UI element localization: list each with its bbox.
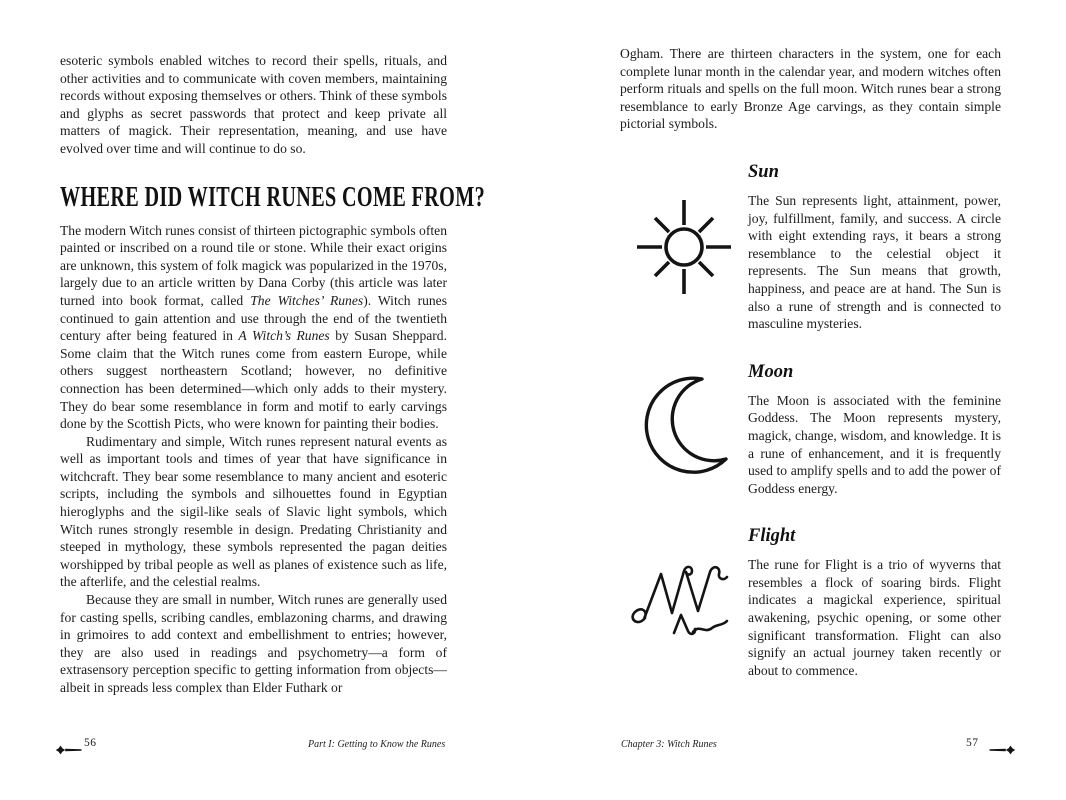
running-title-left: Part I: Getting to Know the Runes [308, 739, 446, 750]
paragraph-origins-part2: ). Witch runes continued to gain attention and use through the end of the twentieth century after being featured in [60, 292, 448, 344]
paragraph-rudimentary: Rudimentary and simple, Witch runes represent natural events as well as important tools and times of year that have significance in witchcraft. They bear some resemblance to many ancient and esoteric scripts, including the symbols and silhouettes found in Egyptian hieroglyphs and the sigil-like seals of Slavic light symbols, which Witch runes strongly resemble in design. Predating Christianity and steeped in mythology, these symbols represented the pagan deities worshipped by tribal people as well as planes of existence such as life, the afterlife, and the celestial realms. [60, 433, 447, 590]
page-number-right: 57 [966, 737, 979, 749]
rune-heading-moon: Moon [748, 361, 794, 382]
rune-body-moon: The Moon is associated with the feminine Goddess. The Moon represents mystery, magick, change, wisdom, and knowledge. It is a rune of enhancement, and it is frequently used to amplify spells and to add the power of Goddess energy. [748, 392, 1001, 496]
moon-rune-icon [620, 361, 748, 498]
rune-body-sun: The Sun represents light, attainment, power, joy, fulfillment, family, and success. A circle with eight extending rays, it bears a strong resemblance to the celestial object it represents. The Sun means that growth, happiness, and peace are at hand. The Sun is also a rune of strength and is connected to masculine mysteries. [748, 192, 1001, 332]
paragraph-origins-part3: by Susan Sheppard. Some claim that the Witch runes come from eastern Europe, while others suggest northeastern Scotland; however, no definitive connection has been determined—which only adds to their mystery. They do bear some resemblance in form and motif to early carvings done by the Scottish Picts, who were known for painting their bodies. [60, 328, 448, 432]
running-title-right: Chapter 3: Witch Runes [621, 739, 717, 750]
page-number-left: 56 [84, 737, 97, 749]
left-page-text-column [60, 52, 486, 697]
rune-section-moon [620, 361, 1001, 498]
rune-section-sun [620, 161, 1001, 333]
footer-arrow-ornament-left [55, 742, 83, 760]
paragraph-usage: Because they are small in number, Witch runes are generally used for casting spells, scribing candles, emblazoning charms, and drawing in grimoires to add context and embellishment to entries; however, they are also used in readings and psychometry—a form of extrasensory perception specific to getting information from objects—albeit in spreads less complex than Elder Futhark or [60, 592, 447, 695]
paragraph-continuation-right: Ogham. There are thirteen characters in the system, one for each complete lunar month in the calendar year, and modern witches often perform rituals and spells on the full moon. Witch runes bear a strong resemblance to early Bronze Age carvings, as they contain simple pictorial symbols. [620, 46, 1001, 132]
paragraph-origins-part1: The modern Witch runes consist of thirteen pictographic symbols often painted or inscribed on a round tile or stone. While their exact origins are unknown, this system of folk magick was popularized in the 1970s, largely due to an article written by Dana Corby (this article was later turned into book format, called [60, 222, 447, 308]
book-title-a-witchs-runes: A Witch’s Runes [238, 328, 330, 344]
flight-rune-icon [620, 525, 748, 679]
sun-rune-icon [620, 161, 748, 333]
paragraph-continuation: esoteric symbols enabled witches to record their spells, rituals, and other activities and to communicate with coven members, maintaining records without exposing themselves or others. Think of these symbols and glyphs as secret passwords that protect and keep private all matters of magick. Their representation, meaning, and use have evolved over time and will continue to do so. [60, 53, 447, 156]
rune-heading-flight: Flight [748, 526, 796, 547]
book-title-witches-runes: The Witches’ Runes [250, 292, 364, 308]
rune-body-flight: The rune for Flight is a trio of wyverns that resembles a flock of soaring birds. Flight indicates a magickal experience, spiritual awakening, psychic opening, or some other significant transformation. Flight can also signify an actual journey taken recently or about to commence. [748, 557, 1001, 678]
footer-arrow-ornament-right [988, 742, 1016, 760]
right-page-text-column [620, 45, 1001, 679]
rune-heading-sun: Sun [748, 161, 779, 182]
paragraph-origins [60, 222, 447, 433]
section-heading [60, 181, 486, 213]
rune-section-flight [620, 525, 1001, 679]
section-heading-text: WHERE DID WITCH RUNES COME FROM? [60, 181, 486, 213]
